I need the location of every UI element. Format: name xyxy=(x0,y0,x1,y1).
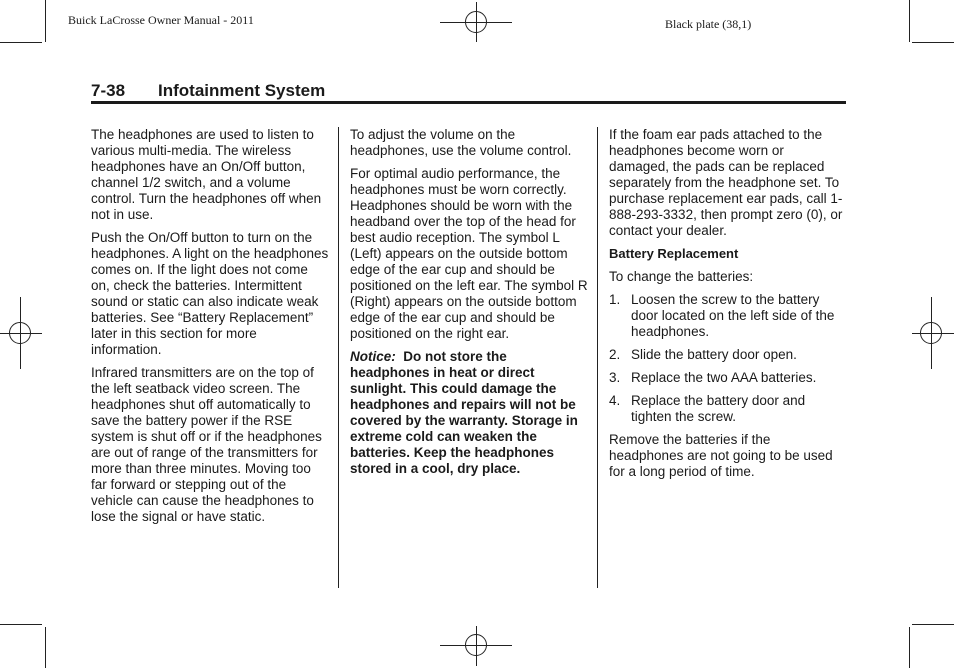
heading-rule xyxy=(91,101,846,104)
step-text: Slide the battery door open. xyxy=(631,347,797,362)
paragraph: Infrared transmitters are on the top of the left seatback video screen. The headphones shut off automatically to save the battery power if the RSE system is shut off or if the headphones are out of range of the transmitters for more than three minutes. Moving too far forward or stepping out of the vehicle can cause the headphones to lose the signal or have static. xyxy=(91,365,322,524)
text-column-1 xyxy=(91,127,329,532)
column-divider xyxy=(338,127,339,588)
text-column-2 xyxy=(350,127,588,484)
section-title: Infotainment System xyxy=(158,81,326,100)
text-column-3 xyxy=(609,127,847,487)
step-number: 3. xyxy=(609,370,621,385)
step-text: Loosen the screw to the battery door located on the left side of the headphones. xyxy=(631,292,835,339)
step-number: 2. xyxy=(609,347,621,362)
list-item xyxy=(609,393,847,425)
list-item xyxy=(609,292,847,340)
notice-text: Do not store the headphones in heat or direct sunlight. This could damage the headphones and repairs will not be covered by the warranty. Storage in extreme cold can weaken the batteries. Keep the headphones stored in a cool, dry place. xyxy=(350,349,578,476)
paragraph: To change the batteries: xyxy=(609,269,754,284)
column-divider xyxy=(597,127,598,588)
step-text: Replace the two AAA batteries. xyxy=(631,370,817,385)
list-item xyxy=(609,370,847,386)
step-text: Replace the battery door and tighten the screw. xyxy=(631,393,806,424)
step-number: 1. xyxy=(609,292,621,307)
paragraph: Push the On/Off button to turn on the headphones. A light on the headphones comes on. If the light does not come on, check the batteries. Intermittent sound or static can also indicate weak batteries. See “Battery Replacement” later in this section for more information. xyxy=(91,230,329,357)
step-list xyxy=(609,292,847,425)
step-number: 4. xyxy=(609,393,621,408)
paragraph: To adjust the volume on the headphones, use the volume control. xyxy=(350,127,572,158)
subheading: Battery Replacement xyxy=(609,246,739,261)
running-header-title: Buick LaCrosse Owner Manual - 2011 xyxy=(68,13,254,27)
notice-block xyxy=(350,349,588,477)
paragraph: If the foam ear pads attached to the headphones become worn or damaged, the pads can be replaced separately from the headphone set. To purchase replacement ear pads, call 1-888-293-3332, then prompt zero (0), or contact your dealer. xyxy=(609,127,843,238)
page-number: 7-38 xyxy=(91,81,126,100)
list-item xyxy=(609,347,847,363)
paragraph: Remove the batteries if the headphones are not going to be used for a long period of time. xyxy=(609,432,833,479)
notice-label: Notice: xyxy=(350,349,396,364)
section-heading xyxy=(91,80,846,102)
paragraph: The headphones are used to listen to various multi-media. The wireless headphones have an On/Off button, channel 1/2 switch, and a volume control. Turn the headphones off when not in use. xyxy=(91,127,322,222)
running-header-plate: Black plate (38,1) xyxy=(665,17,752,31)
paragraph: For optimal audio performance, the headphones must be worn correctly. Headphones should be worn with the headband over the top of the head for best audio reception. The symbol L (Left) appears on the outside bottom edge of the ear cup and should be positioned on the left ear. The symbol R (Right) appears on the outside bottom edge of the ear cup and should be positioned on the right ear. xyxy=(350,166,588,341)
